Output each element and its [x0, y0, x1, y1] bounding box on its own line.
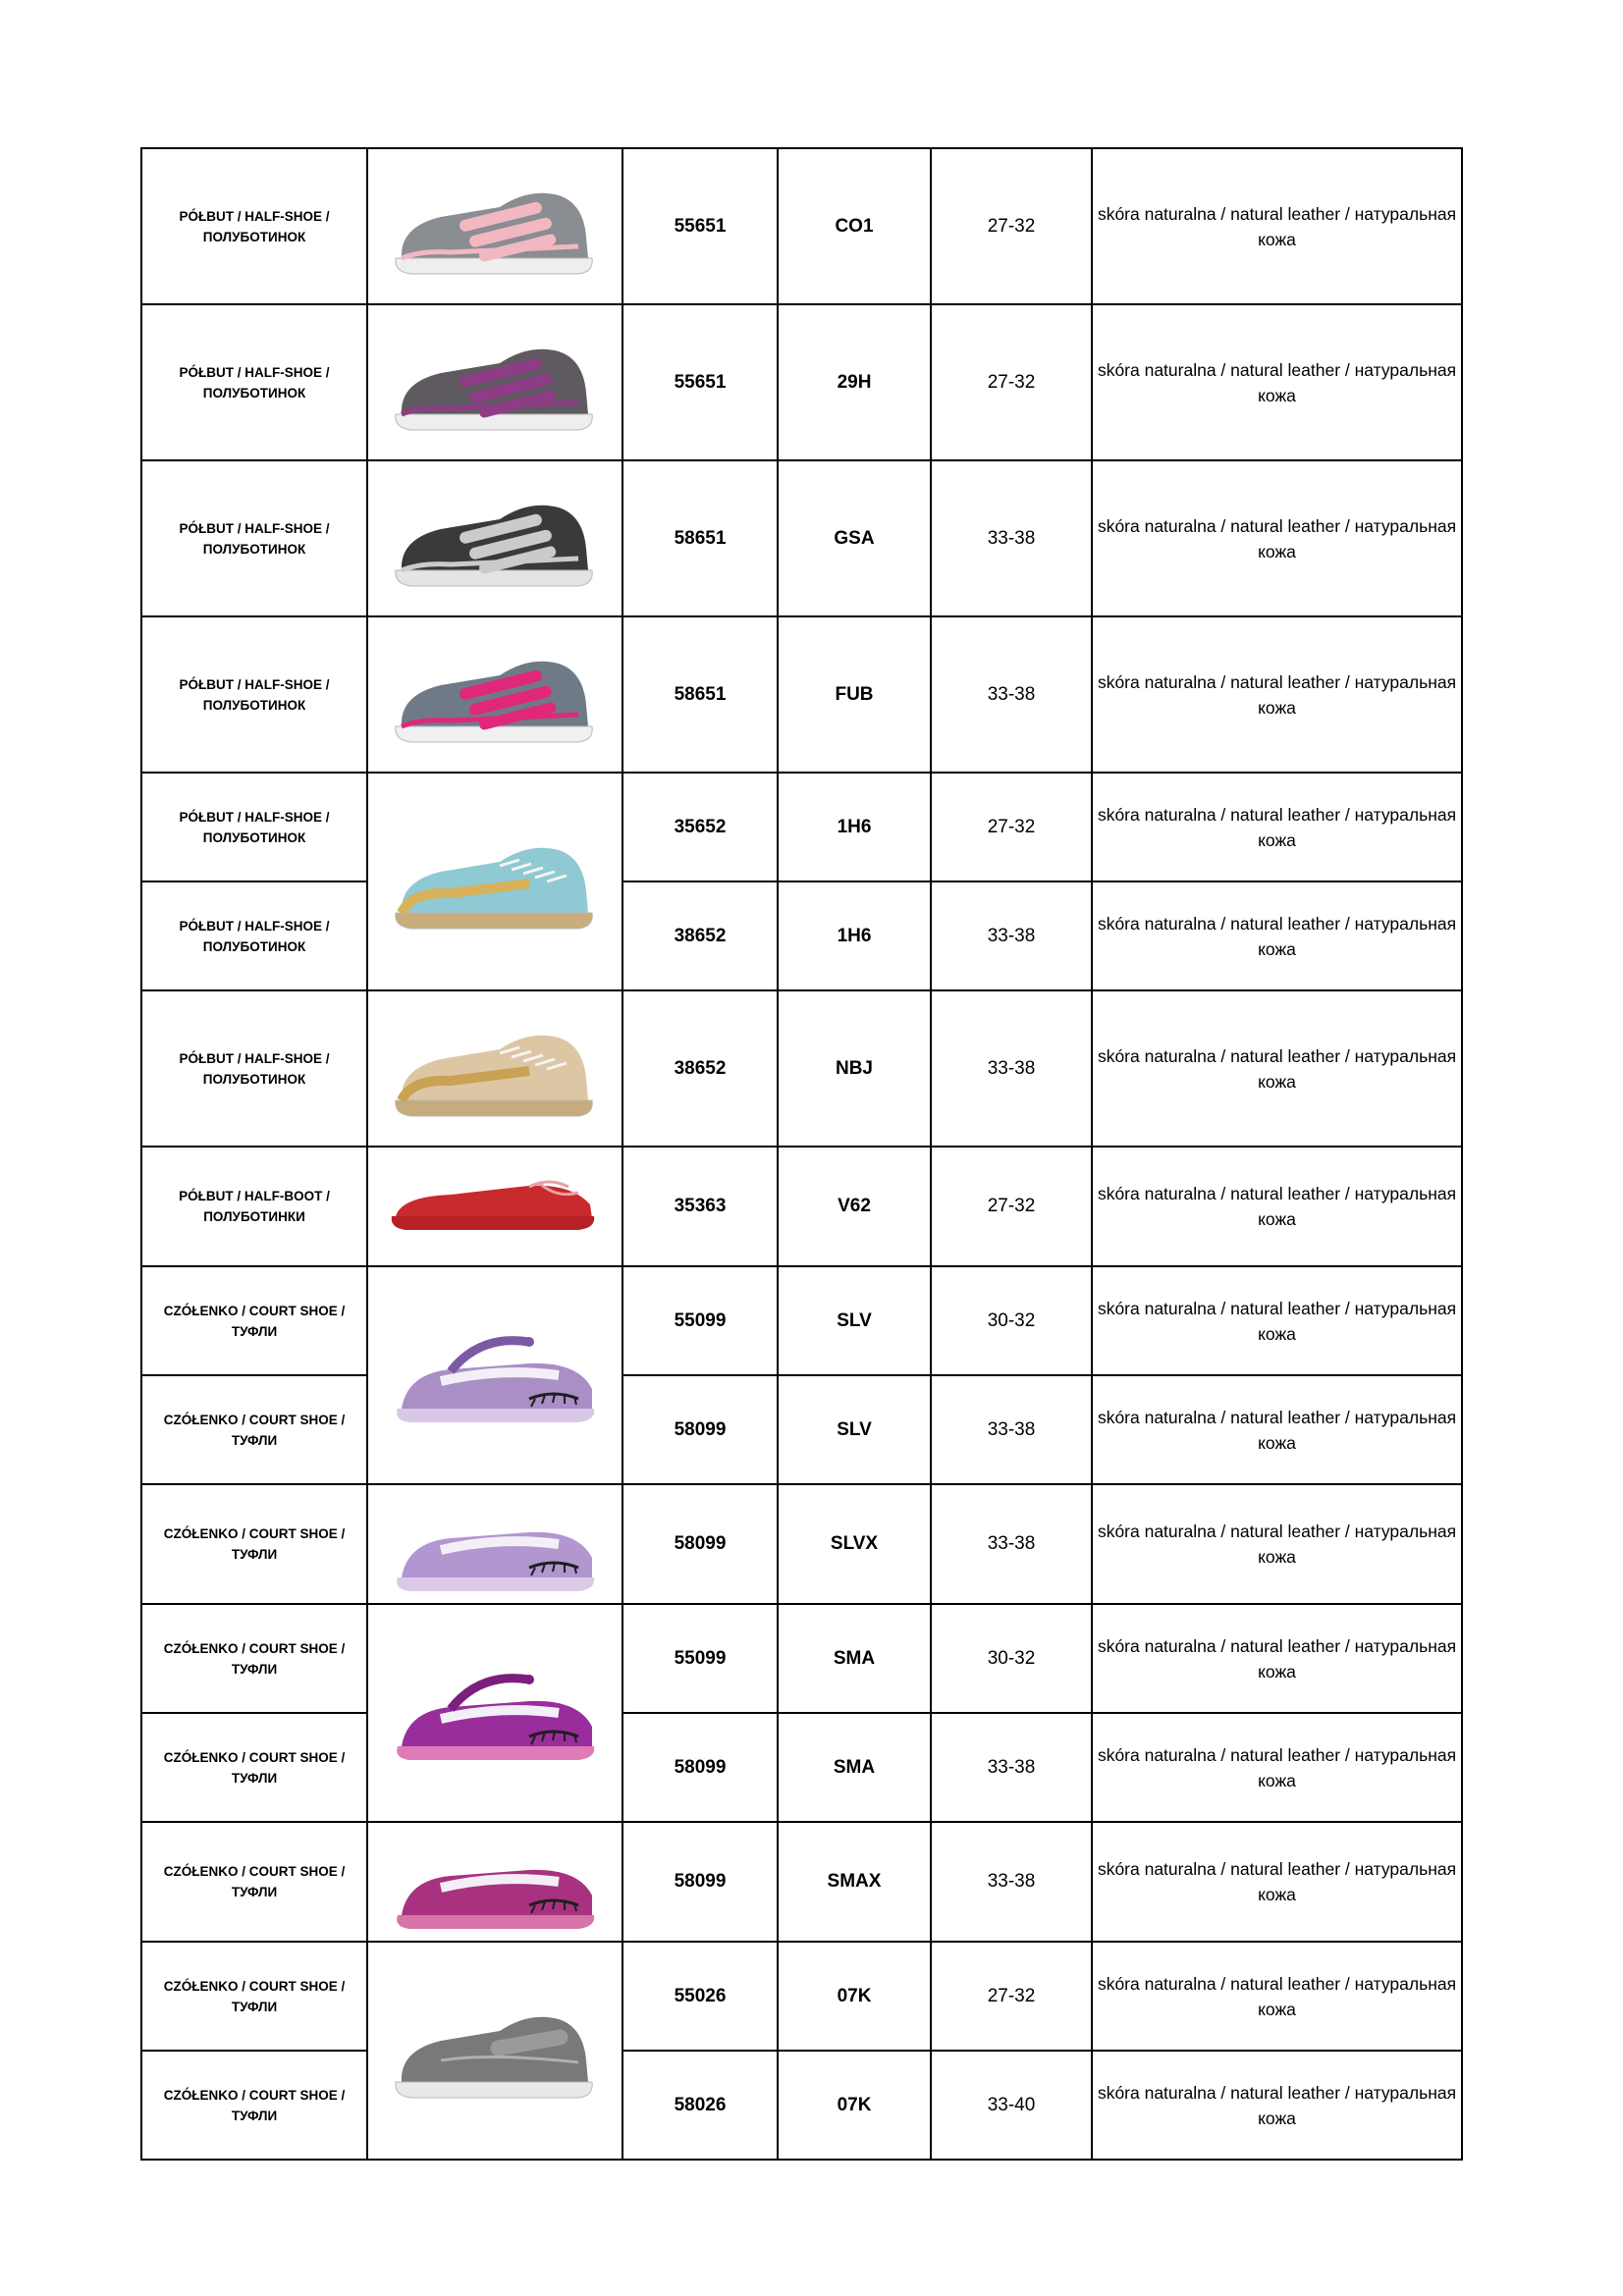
color-code-cell: CO1 [778, 148, 931, 304]
size-range-cell: 33-38 [931, 616, 1092, 773]
size-range-cell: 27-32 [931, 773, 1092, 881]
color-code-cell: 07K [778, 1942, 931, 2051]
model-number-cell: 58099 [622, 1484, 778, 1604]
product-type-cell: PÓŁBUT / HALF-SHOE / ПОЛУБОТИНОК [141, 460, 367, 616]
model-number-cell: 58099 [622, 1822, 778, 1942]
color-code-cell: 1H6 [778, 881, 931, 990]
magenta-ballet-flat-photo [368, 1823, 622, 1941]
material-cell: skóra naturalna / natural leather / натуральная кожа [1092, 1822, 1462, 1942]
color-code-cell: V62 [778, 1147, 931, 1266]
material-cell: skóra naturalna / natural leather / натуральная кожа [1092, 1713, 1462, 1822]
color-code-cell: SLV [778, 1266, 931, 1375]
size-range-cell: 33-38 [931, 1375, 1092, 1484]
product-photo-cell [367, 1942, 622, 2160]
lavender-mary-jane-photo [368, 1316, 622, 1434]
model-number-cell: 38652 [622, 881, 778, 990]
product-type-cell: CZÓŁENKO / COURT SHOE / ТУФЛИ [141, 1942, 367, 2051]
color-code-cell: SMA [778, 1713, 931, 1822]
product-type-cell: CZÓŁENKO / COURT SHOE / ТУФЛИ [141, 1484, 367, 1604]
material-cell: skóra naturalna / natural leather / натуральная кожа [1092, 2051, 1462, 2160]
product-photo-cell [367, 773, 622, 990]
table-row [141, 616, 1462, 773]
model-number-cell: 58651 [622, 616, 778, 773]
turquoise-gold-lace-sneaker-photo [368, 823, 622, 940]
product-type-cell: CZÓŁENKO / COURT SHOE / ТУФЛИ [141, 1375, 367, 1484]
table-row [141, 773, 1462, 881]
product-type-cell: PÓŁBUT / HALF-SHOE / ПОЛУБОТИНОК [141, 881, 367, 990]
product-photo-cell [367, 148, 622, 304]
product-photo-cell [367, 1484, 622, 1604]
size-range-cell: 33-40 [931, 2051, 1092, 2160]
product-type-cell: PÓŁBUT / HALF-SHOE / ПОЛУБОТИНОК [141, 148, 367, 304]
model-number-cell: 58651 [622, 460, 778, 616]
product-type-cell: CZÓŁENKO / COURT SHOE / ТУФЛИ [141, 1604, 367, 1713]
silver-black-velcro-sneaker-photo [368, 480, 622, 598]
product-photo-cell [367, 1266, 622, 1484]
material-cell: skóra naturalna / natural leather / натуральная кожа [1092, 304, 1462, 460]
material-cell: skóra naturalna / natural leather / натуральная кожа [1092, 148, 1462, 304]
color-code-cell: 1H6 [778, 773, 931, 881]
table-row [141, 1713, 1462, 1822]
table-row [141, 304, 1462, 460]
product-type-cell: PÓŁBUT / HALF-SHOE / ПОЛУБОТИНОК [141, 990, 367, 1147]
product-photo-cell [367, 990, 622, 1147]
color-code-cell: FUB [778, 616, 931, 773]
size-range-cell: 27-32 [931, 148, 1092, 304]
table-row [141, 1147, 1462, 1266]
material-cell: skóra naturalna / natural leather / натуральная кожа [1092, 1375, 1462, 1484]
product-catalog-table [140, 147, 1463, 2161]
color-code-cell: SLVX [778, 1484, 931, 1604]
product-type-cell: PÓŁBUT / HALF-BOOT / ПОЛУБОТИНКИ [141, 1147, 367, 1266]
color-code-cell: 07K [778, 2051, 931, 2160]
color-code-cell: 29H [778, 304, 931, 460]
product-type-cell: CZÓŁENKO / COURT SHOE / ТУФЛИ [141, 1822, 367, 1942]
model-number-cell: 55026 [622, 1942, 778, 2051]
size-range-cell: 33-38 [931, 1822, 1092, 1942]
product-photo-cell [367, 1822, 622, 1942]
model-number-cell: 58026 [622, 2051, 778, 2160]
size-range-cell: 27-32 [931, 1147, 1092, 1266]
color-code-cell: SMAX [778, 1822, 931, 1942]
size-range-cell: 33-38 [931, 1713, 1092, 1822]
material-cell: skóra naturalna / natural leather / натуральная кожа [1092, 616, 1462, 773]
size-range-cell: 30-32 [931, 1266, 1092, 1375]
pink-grey-velcro-sneaker-photo [368, 168, 622, 286]
material-cell: skóra naturalna / natural leather / натуральная кожа [1092, 1604, 1462, 1713]
size-range-cell: 27-32 [931, 1942, 1092, 2051]
product-photo-cell [367, 304, 622, 460]
size-range-cell: 33-38 [931, 990, 1092, 1147]
table-row [141, 1604, 1462, 1713]
model-number-cell: 35363 [622, 1147, 778, 1266]
table-row [141, 2051, 1462, 2160]
product-photo-cell [367, 1604, 622, 1822]
lavender-ballet-flat-photo [368, 1485, 622, 1603]
product-type-cell: CZÓŁENKO / COURT SHOE / ТУФЛИ [141, 2051, 367, 2160]
table-row [141, 1822, 1462, 1942]
table-row [141, 460, 1462, 616]
size-range-cell: 27-32 [931, 304, 1092, 460]
grey-velcro-mary-jane-photo [368, 1992, 622, 2109]
material-cell: skóra naturalna / natural leather / натуральная кожа [1092, 1484, 1462, 1604]
table-row [141, 148, 1462, 304]
product-type-cell: PÓŁBUT / HALF-SHOE / ПОЛУБОТИНОК [141, 773, 367, 881]
material-cell: skóra naturalna / natural leather / натуральная кожа [1092, 1147, 1462, 1266]
purple-mary-jane-photo [368, 1654, 622, 1772]
product-photo-cell [367, 460, 622, 616]
table-row [141, 1484, 1462, 1604]
model-number-cell: 55651 [622, 148, 778, 304]
product-photo-cell [367, 616, 622, 773]
color-code-cell: SLV [778, 1375, 931, 1484]
purple-grey-velcro-sneaker-photo [368, 324, 622, 442]
product-type-cell: CZÓŁENKO / COURT SHOE / ТУФЛИ [141, 1266, 367, 1375]
model-number-cell: 55099 [622, 1604, 778, 1713]
size-range-cell: 30-32 [931, 1604, 1092, 1713]
color-code-cell: SMA [778, 1604, 931, 1713]
material-cell: skóra naturalna / natural leather / натуральная кожа [1092, 1266, 1462, 1375]
gold-lace-sneaker-photo [368, 1010, 622, 1128]
size-range-cell: 33-38 [931, 460, 1092, 616]
size-range-cell: 33-38 [931, 881, 1092, 990]
color-code-cell: GSA [778, 460, 931, 616]
table-row [141, 1942, 1462, 2051]
material-cell: skóra naturalna / natural leather / натуральная кожа [1092, 1942, 1462, 2051]
model-number-cell: 58099 [622, 1375, 778, 1484]
material-cell: skóra naturalna / natural leather / натуральная кожа [1092, 460, 1462, 616]
table-row [141, 1375, 1462, 1484]
material-cell: skóra naturalna / natural leather / натуральная кожа [1092, 773, 1462, 881]
table-row [141, 990, 1462, 1147]
table-row [141, 1266, 1462, 1375]
product-type-cell: PÓŁBUT / HALF-SHOE / ПОЛУБОТИНОК [141, 616, 367, 773]
material-cell: skóra naturalna / natural leather / натуральная кожа [1092, 881, 1462, 990]
product-type-cell: PÓŁBUT / HALF-SHOE / ПОЛУБОТИНОК [141, 304, 367, 460]
model-number-cell: 38652 [622, 990, 778, 1147]
model-number-cell: 55099 [622, 1266, 778, 1375]
material-cell: skóra naturalna / natural leather / натуральная кожа [1092, 990, 1462, 1147]
model-number-cell: 55651 [622, 304, 778, 460]
fuchsia-grey-velcro-sneaker-photo [368, 636, 622, 754]
product-photo-cell [367, 1147, 622, 1266]
table-row [141, 881, 1462, 990]
red-lace-shoe-photo [368, 1148, 622, 1265]
product-type-cell: CZÓŁENKO / COURT SHOE / ТУФЛИ [141, 1713, 367, 1822]
model-number-cell: 58099 [622, 1713, 778, 1822]
color-code-cell: NBJ [778, 990, 931, 1147]
size-range-cell: 33-38 [931, 1484, 1092, 1604]
model-number-cell: 35652 [622, 773, 778, 881]
